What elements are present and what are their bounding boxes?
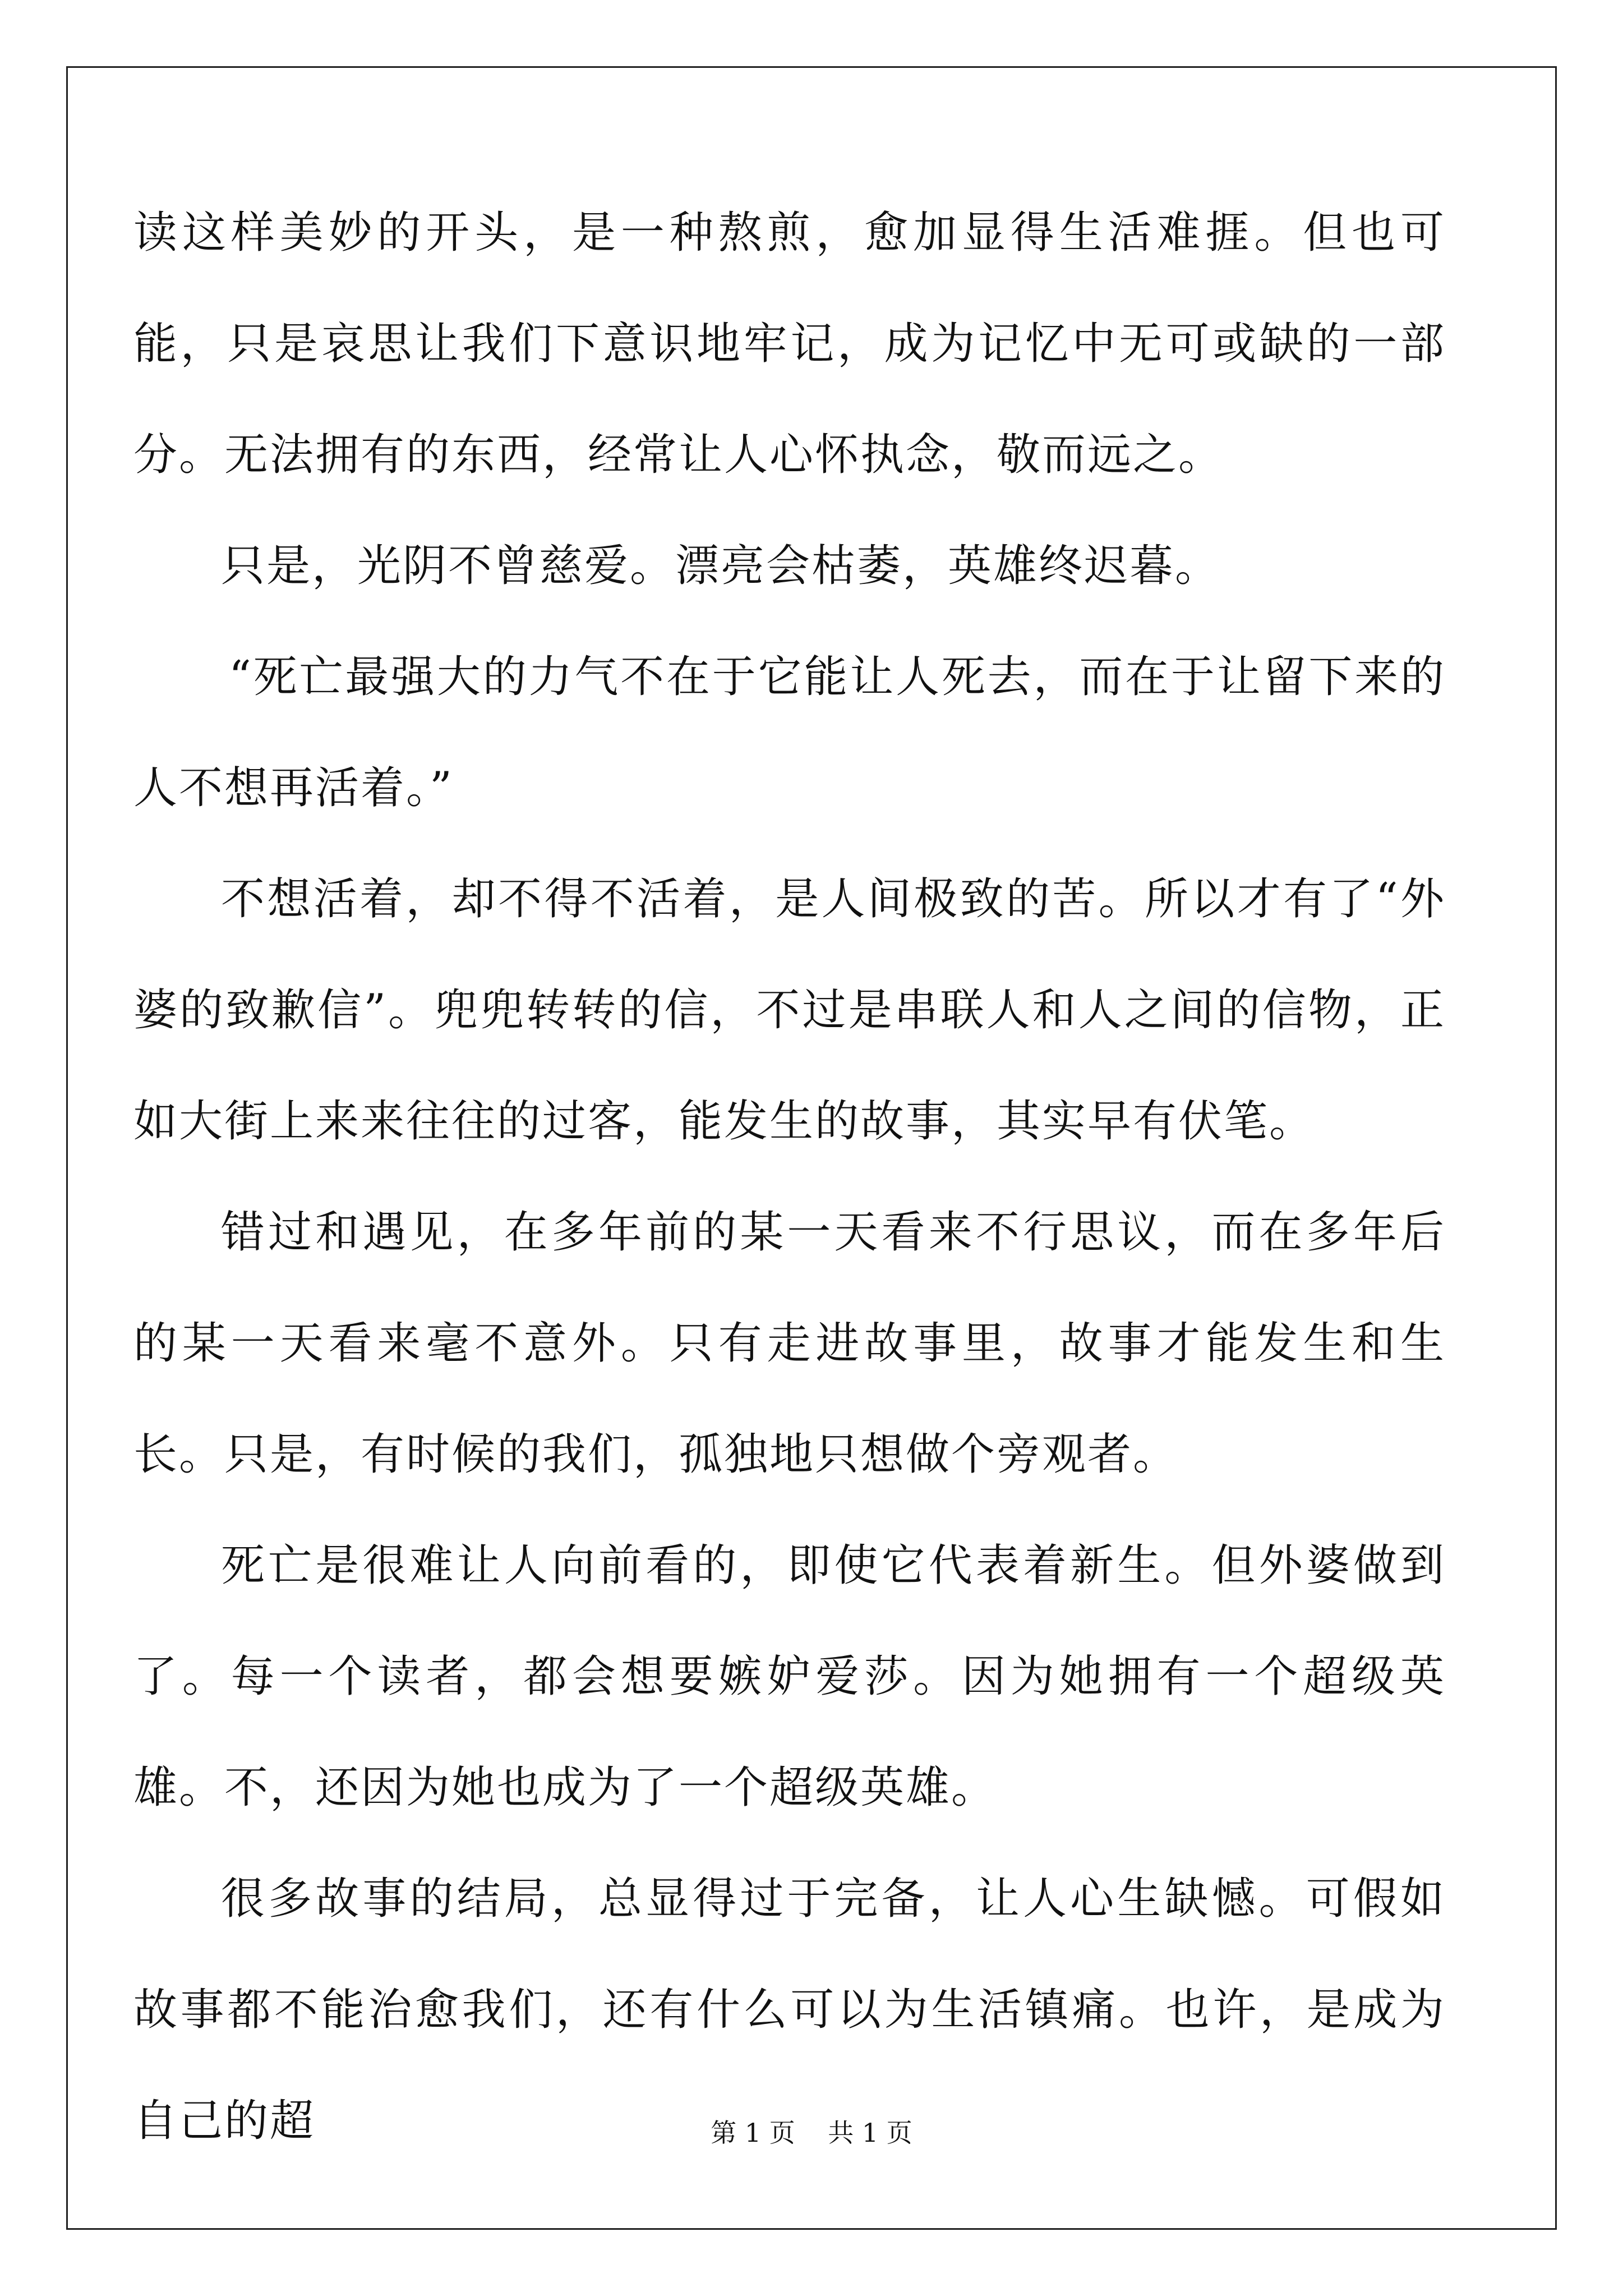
paragraph-5: 错过和遇见，在多年前的某一天看来不行思议，而在多年后的某一天看来毫不意外。只有走进故事里，故事才能发生和生长。只是，有时候的我们，孤独地只想做个旁观者。 — [133, 1207, 1446, 1480]
paragraph-4: 不想活着，却不得不活着，是人间极致的苦。所以才有了“外婆的致歉信”。兜兜转转的信，不过是串联人和人之间的信物，正如大街上来来往往的过客，能发生的故事，其实早有伏笔。 — [133, 874, 1446, 1147]
paragraph-2: 只是，光阴不曾慈爱。漂亮会枯萎，英雄终迟暮。 — [221, 541, 1221, 591]
paragraph-1: 读这样美妙的开头，是一种熬煎，愈加显得生活难捱。但也可能，只是哀思让我们下意识地牢记，成为记忆中无可或缺的一部分。无法拥有的东西，经常让人心怀执念，敬而远之。 — [133, 208, 1446, 480]
paragraph-3-quote: “死亡最强大的力气不在于它能让人死去，而在于让留下来的人不想再活着。” — [133, 652, 1446, 813]
paragraph-6: 死亡是很难让人向前看的，即使它代表着新生。但外婆做到了。每一个读者，都会想要嫉妒爱莎。因为她拥有一个超级英雄。不，还因为她也成为了一个超级英雄。 — [133, 1540, 1446, 1813]
page-footer: 第 1 页 共 1 页 — [711, 2118, 912, 2148]
paragraph-7: 很多故事的结局，总显得过于完备，让人心生缺憾。可假如故事都不能治愈我们，还有什么可以为生活镇痛。也许，是成为自己的超 — [133, 1874, 1446, 2146]
document-body — [133, 177, 1446, 2177]
